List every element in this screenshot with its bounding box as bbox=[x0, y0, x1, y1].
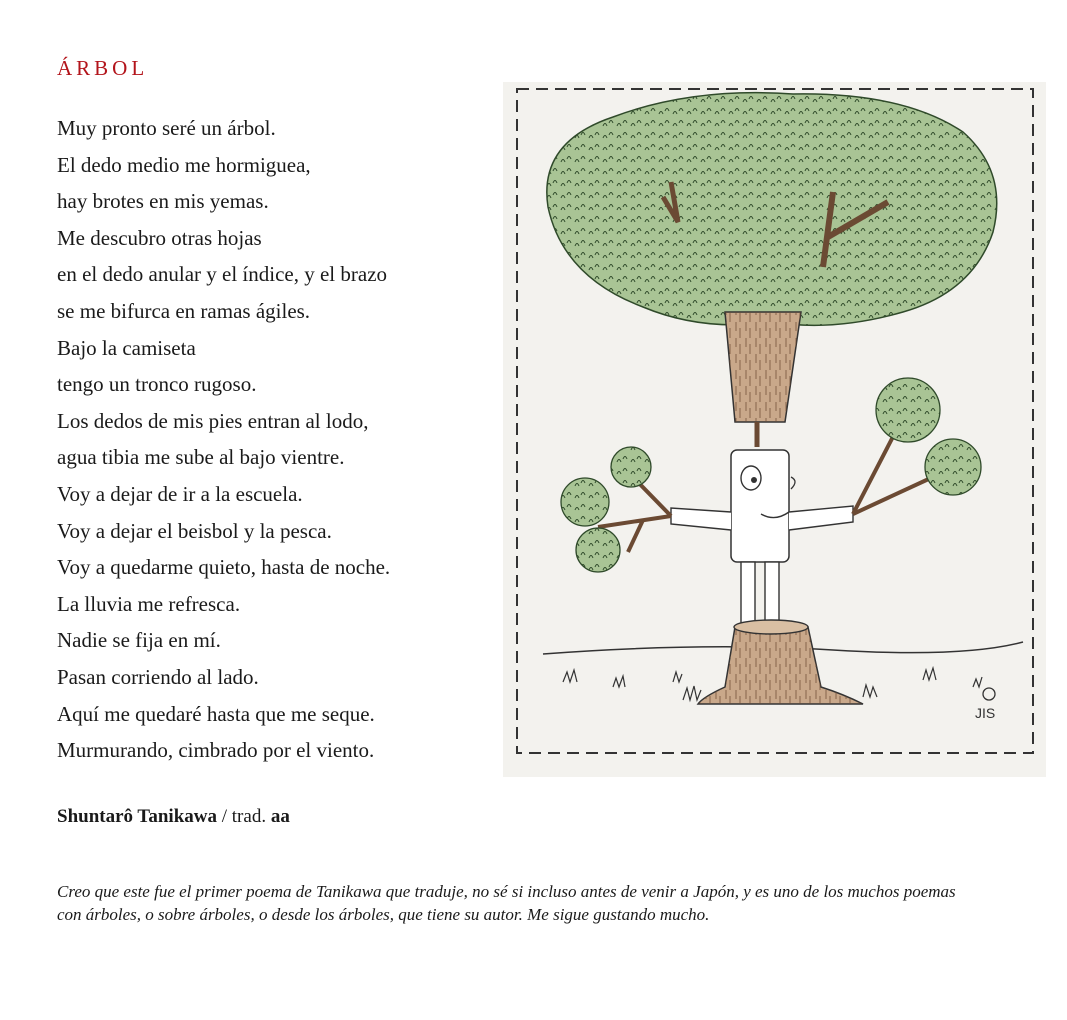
poem-line: se me bifurca en ramas ágiles. bbox=[57, 298, 311, 323]
poem-line: Voy a dejar de ir a la escuela. bbox=[57, 481, 303, 506]
tree-drawing bbox=[503, 82, 1046, 777]
poem-line: La lluvia me refresca. bbox=[57, 591, 241, 616]
poem-line: Voy a quedarme quieto, hasta de noche. bbox=[57, 555, 391, 580]
poem-line: Los dedos de mis pies entran al lodo, bbox=[57, 408, 369, 433]
poem-line: en el dedo anular y el índice, y el brazo bbox=[57, 262, 388, 287]
note-line: Creo que este fue el primer poema de Tanikawa que traduje, no sé si incluso antes de venir a Japón, y es uno de los muchos poemas bbox=[57, 882, 956, 901]
poem-line: agua tibia me sube al bajo vientre. bbox=[57, 445, 345, 470]
poem-line: El dedo medio me hormiguea, bbox=[57, 152, 311, 177]
poem-line: Muy pronto seré un árbol. bbox=[57, 116, 276, 140]
poem-credit bbox=[57, 806, 290, 828]
credit-separator: / trad. bbox=[217, 806, 271, 827]
translator-name: aa bbox=[270, 806, 290, 827]
right-branch bbox=[853, 427, 933, 514]
person-figure bbox=[671, 450, 853, 627]
poem-line: Bajo la camiseta bbox=[57, 335, 196, 360]
poem-line: Me descubro otras hojas bbox=[57, 225, 262, 250]
poem-line: tengo un tronco rugoso. bbox=[57, 372, 257, 397]
poem-line: Voy a dejar el beisbol y la pesca. bbox=[57, 518, 332, 543]
poem-line: Murmurando, cimbrado por el viento. bbox=[57, 738, 375, 763]
author-name: Shuntarô Tanikawa bbox=[57, 806, 217, 827]
translator-note bbox=[57, 880, 1037, 926]
tree-illustration bbox=[503, 82, 1046, 777]
poem-line: Nadie se fija en mí. bbox=[57, 628, 221, 653]
signature-text: JIS bbox=[975, 705, 996, 721]
poem-body bbox=[57, 110, 487, 769]
poem-title: ÁRBOL bbox=[57, 56, 149, 80]
artist-signature bbox=[975, 688, 995, 721]
tree-canopy bbox=[547, 93, 997, 326]
tree-stump bbox=[698, 620, 863, 704]
poem-line: Pasan corriendo al lado. bbox=[57, 664, 259, 689]
poem-line: Aquí me quedaré hasta que me seque. bbox=[57, 701, 375, 726]
poem-line: hay brotes en mis yemas. bbox=[57, 189, 269, 214]
note-line: con árboles, o sobre árboles, o desde los árboles, que tiene su autor. Me sigue gustando mucho. bbox=[57, 905, 710, 924]
